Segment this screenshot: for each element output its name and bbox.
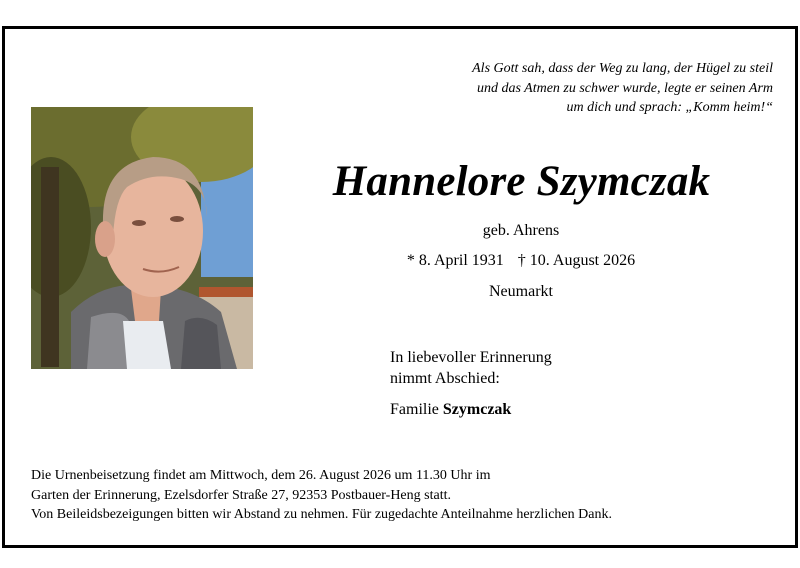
obituary-notice xyxy=(2,26,798,548)
footer-line: Die Urnenbeisetzung findet am Mittwoch, dem 26. August 2026 um 11.30 Uhr im xyxy=(31,468,491,483)
deceased-name: Hannelore Szymczak xyxy=(332,158,711,205)
memorial-quote xyxy=(472,59,773,118)
footer-line: Von Beileidsbezeigungen bitten wir Abstand zu nehmen. Für zugedachte Anteilnahme herzlichen Dank. xyxy=(31,507,612,522)
life-dates xyxy=(305,252,737,270)
family-name: Szymczak xyxy=(442,401,512,418)
residence-place: Neumarkt xyxy=(489,283,553,300)
family-prefix: Familie xyxy=(390,401,439,418)
quote-line: um dich und sprach: „Komm heim!“ xyxy=(566,100,773,115)
quote-line: und das Atmen zu schwer wurde, legte er seinen Arm xyxy=(476,80,773,96)
farewell-text xyxy=(390,347,552,389)
birth-name: geb. Ahrens xyxy=(482,222,560,239)
quote-line: Als Gott sah, dass der Weg zu lang, der Hügel zu steil xyxy=(472,61,773,76)
farewell-line: In liebevoller Erinnerung xyxy=(390,349,552,366)
farewell-line: nimmt Abschied: xyxy=(390,370,500,387)
portrait-photo xyxy=(31,107,253,369)
death-date: † 10. August 2026 xyxy=(517,252,636,269)
mourning-family xyxy=(390,401,511,419)
funeral-information xyxy=(31,466,612,525)
footer-line: Garten der Erinnerung, Ezelsdorfer Straße 27, 92353 Postbauer-Heng statt. xyxy=(31,487,451,503)
birth-date: * 8. April 1931 xyxy=(406,252,504,269)
